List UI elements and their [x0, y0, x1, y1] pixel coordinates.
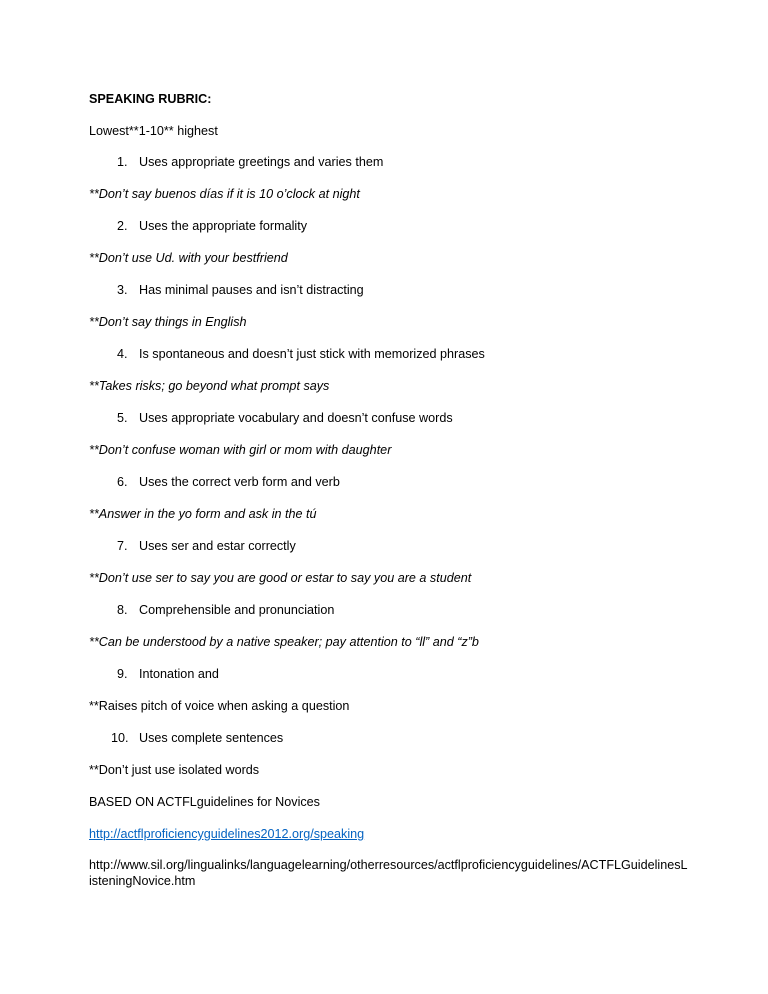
item-text: Is spontaneous and doesn’t just stick with memorized phrases: [139, 347, 485, 361]
guidelines-link[interactable]: http://actflproficiencyguidelines2012.org/speaking: [89, 827, 365, 841]
item-note: **Don’t say buenos días if it is 10 o’clock at night: [89, 187, 360, 201]
item-text: Uses the appropriate formality: [139, 219, 307, 233]
item-note: **Don’t use Ud. with your bestfriend: [89, 251, 288, 265]
item-note: **Don’t just use isolated words: [89, 763, 260, 777]
item-number: 5.: [117, 411, 128, 425]
item-number: 4.: [117, 347, 128, 361]
item-note: **Answer in the yo form and ask in the tú: [89, 507, 317, 521]
item-number: 7.: [117, 539, 128, 553]
guidelines-url-text: http://www.sil.org/lingualinks/languagelearning/otherresources/actflproficiencyguidelines/ACTFLGuidelinesListeningNovice.htm: [89, 858, 688, 888]
item-note: **Can be understood by a native speaker; pay attention to “ll” and “z”b: [89, 635, 479, 649]
item-number: 10.: [111, 731, 129, 745]
item-number: 8.: [117, 603, 128, 617]
based-on-text: BASED ON ACTFLguidelines for Novices: [89, 795, 320, 809]
item-number: 1.: [117, 155, 128, 169]
item-note: **Don’t say things in English: [89, 315, 247, 329]
item-text: Uses complete sentences: [139, 731, 284, 745]
item-number: 3.: [117, 283, 128, 297]
item-note: **Don’t use ser to say you are good or estar to say you are a student: [89, 571, 472, 585]
item-text: Uses the correct verb form and verb: [139, 475, 340, 489]
item-number: 9.: [117, 667, 128, 681]
item-note: **Don’t confuse woman with girl or mom with daughter: [89, 443, 392, 457]
item-number: 6.: [117, 475, 128, 489]
item-text: Uses appropriate vocabulary and doesn’t confuse words: [139, 411, 453, 425]
item-text: Uses appropriate greetings and varies them: [139, 155, 384, 169]
item-number: 2.: [117, 219, 128, 233]
rubric-title: SPEAKING RUBRIC:: [89, 92, 212, 106]
item-text: Has minimal pauses and isn’t distracting: [139, 283, 364, 297]
item-note: **Takes risks; go beyond what prompt says: [89, 379, 330, 393]
item-text: Uses ser and estar correctly: [139, 539, 296, 553]
item-note: **Raises pitch of voice when asking a question: [89, 699, 350, 713]
rating-scale: Lowest**1-10** highest: [89, 124, 218, 138]
item-text: Comprehensible and pronunciation: [139, 603, 335, 617]
item-text: Intonation and: [139, 667, 219, 681]
